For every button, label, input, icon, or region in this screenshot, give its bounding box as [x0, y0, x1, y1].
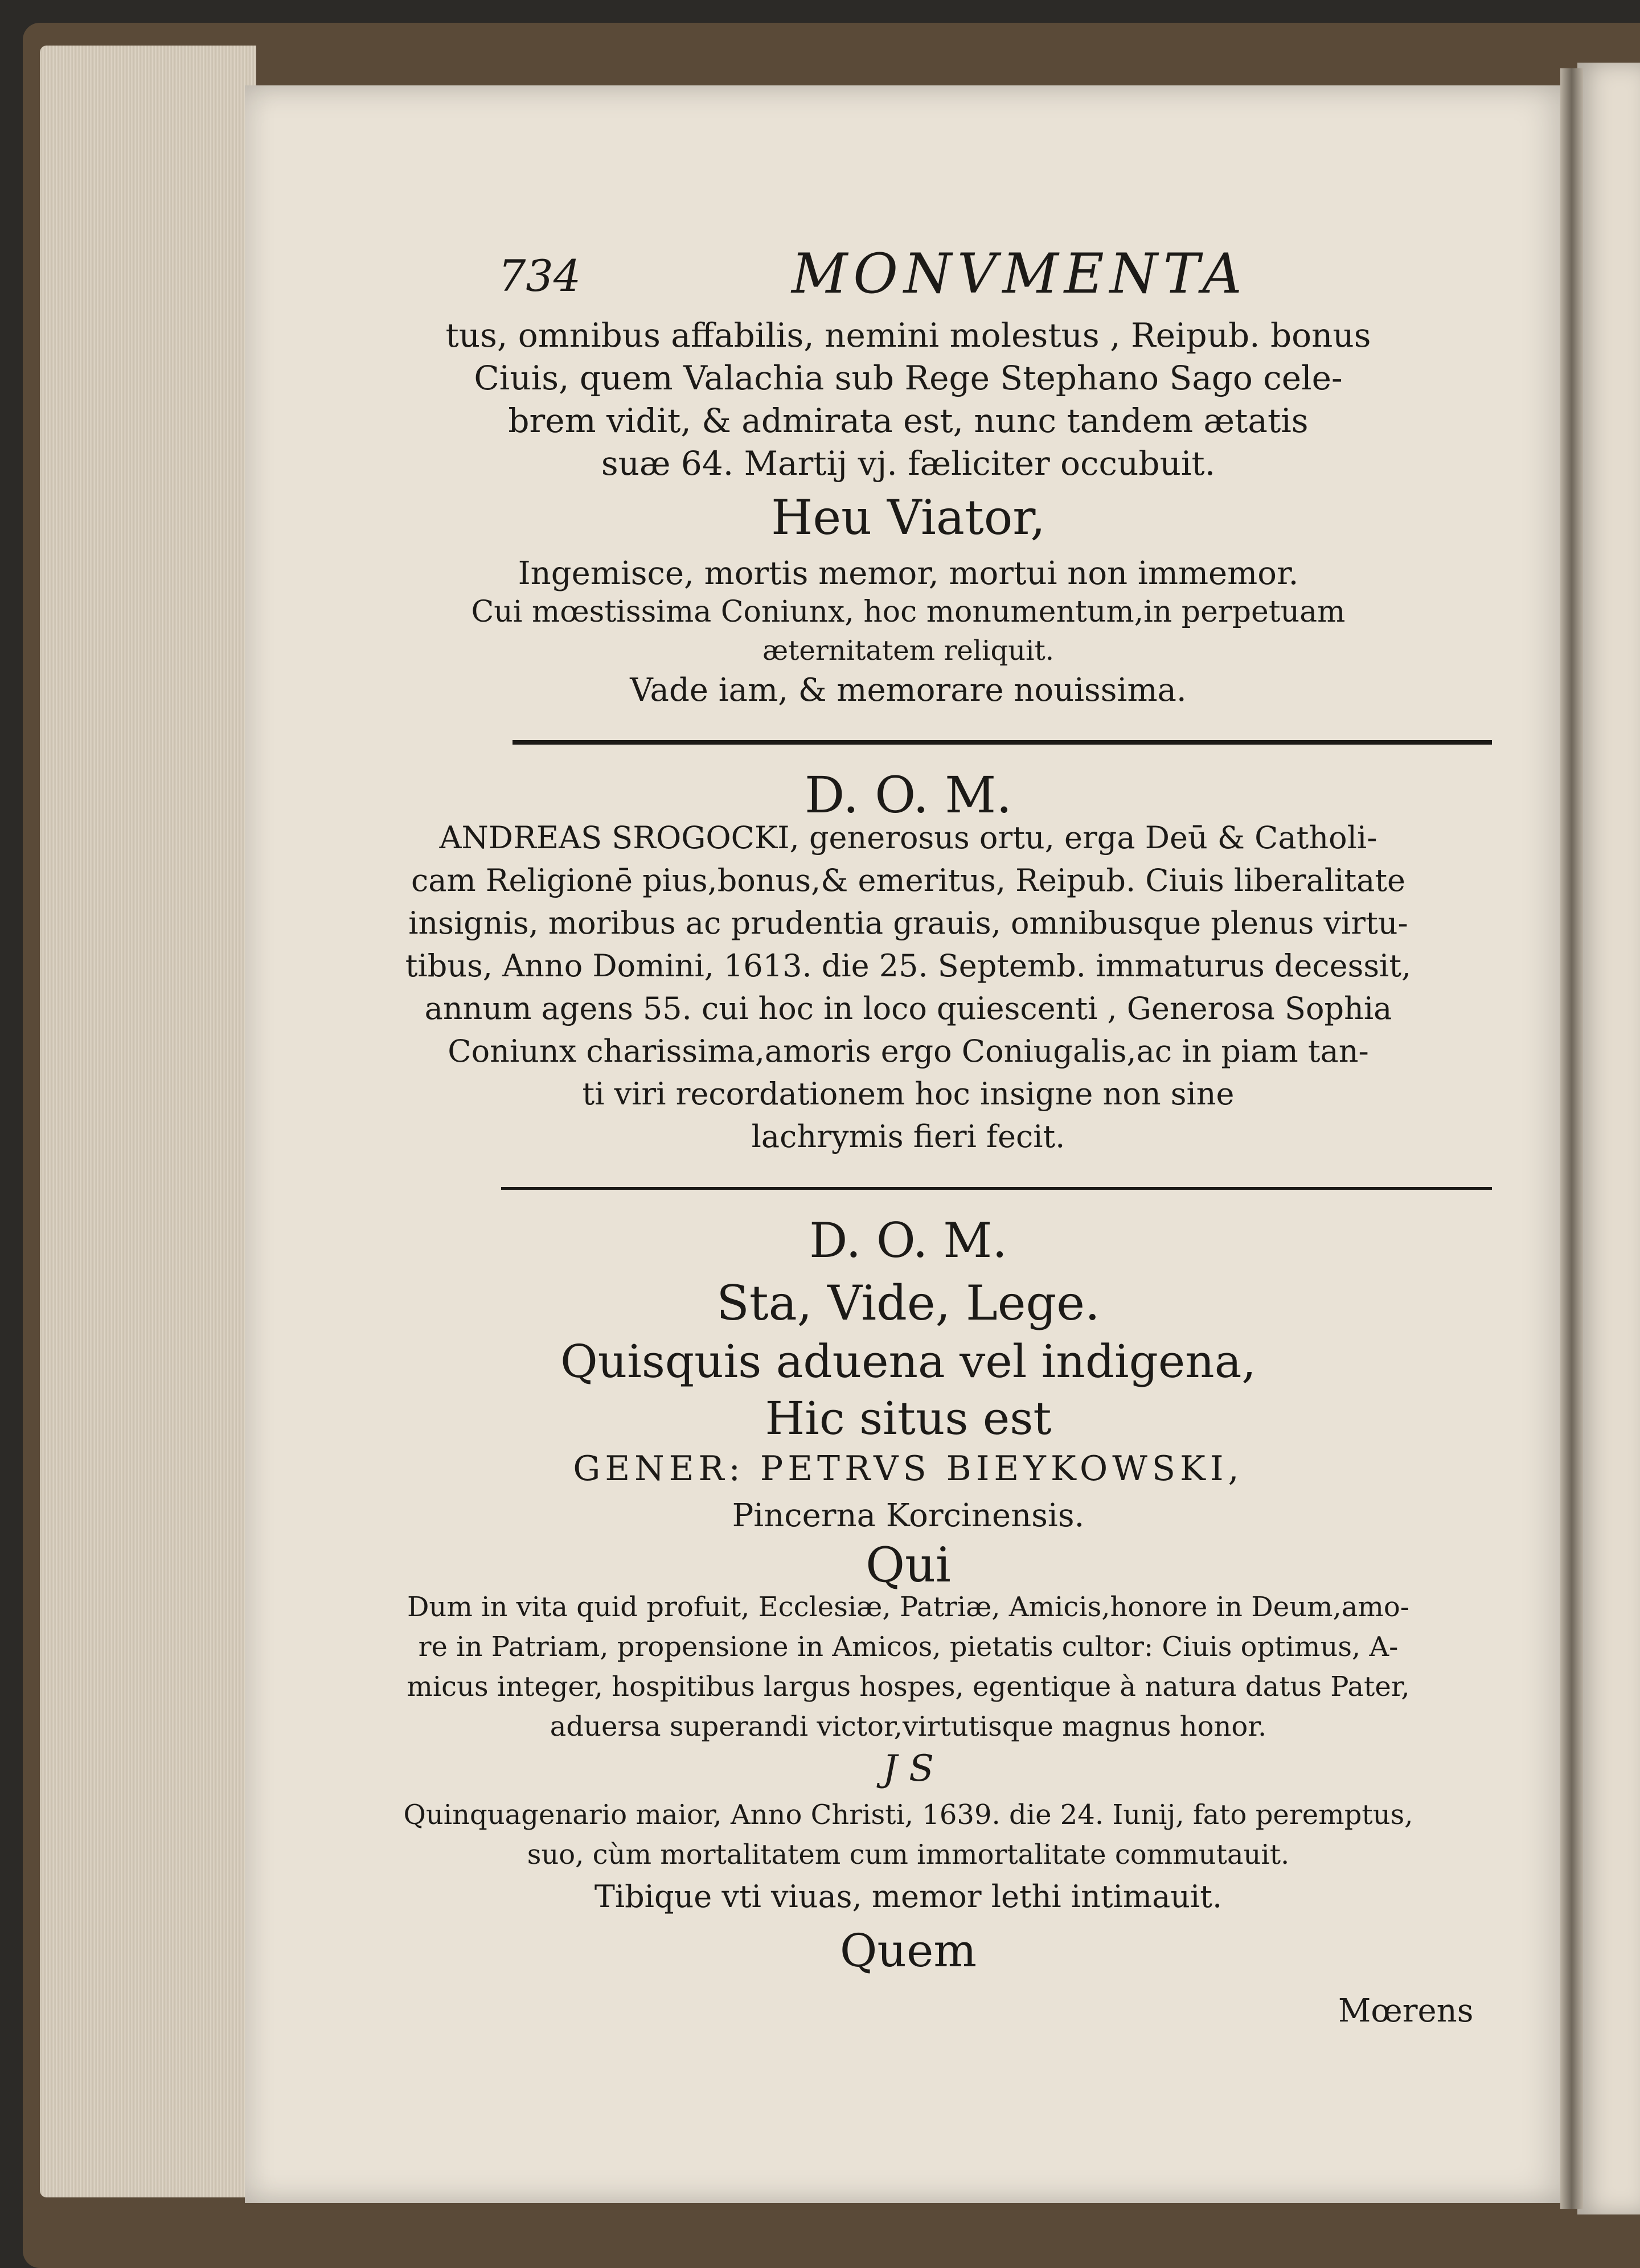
page-number: 734 [498, 250, 581, 301]
epitaph3-title: Pincerna Korcinensis. [732, 1497, 1085, 1534]
epitaph3-name: GENER: PETRVS BIEYKOWSKI, [573, 1449, 1244, 1489]
epitaph3-quem: Quem [839, 1924, 977, 1977]
epitaph2-line: cam Religionē pius,bonus,& emeritus, Reipub. Ciuis liberalitate [411, 862, 1405, 898]
epitaph3-initials: J S [883, 1748, 934, 1790]
running-title: MONVMENTA [792, 242, 1248, 306]
epitaph1-closing: Ingemisce, mortis memor, mortui non immemor. [518, 555, 1299, 592]
divider-rule [501, 1187, 1492, 1190]
epitaph1-line: tus, omnibus affabilis, nemini molestus , Reipub. bonus [445, 316, 1371, 355]
epitaph3-big-line: Sta, Vide, Lege. [716, 1275, 1100, 1331]
epitaph2-line: ti viri recordationem hoc insigne non sine [582, 1076, 1235, 1112]
epitaph2-line: insignis, moribus ac prudentia grauis, omnibusque plenus virtu- [408, 905, 1408, 941]
divider-rule [512, 740, 1492, 745]
epitaph3-line: re in Patriam, propensione in Amicos, pietatis cultor: Ciuis optimus, A- [418, 1631, 1399, 1663]
epitaph1-heading: Heu Viator, [771, 490, 1046, 545]
epitaph3-line: Tibique vti viuas, memor lethi intimauit. [594, 1879, 1223, 1914]
epitaph1-line: brem vidit, & admirata est, nunc tandem ætatis [508, 401, 1309, 440]
epitaph2-line: lachrymis fieri fecit. [751, 1119, 1065, 1154]
epitaph3-line: Quinquagenario maior, Anno Christi, 1639. die 24. Iunij, fato peremptus, [403, 1799, 1413, 1831]
epitaph1-line: suæ 64. Martij vj. fæliciter occubuit. [601, 444, 1216, 483]
epitaph3-line: Dum in vita quid profuit, Ecclesiæ, Patriæ, Amicis,honore in Deum,amo- [407, 1591, 1410, 1623]
page-edges [40, 46, 256, 2197]
epitaph3-big-line: Quisquis aduena vel indigena, [560, 1335, 1256, 1388]
epitaph2-line: annum agens 55. cui hoc in loco quiescenti , Generosa Sophia [424, 991, 1392, 1026]
epitaph3-big-line: Hic situs est [765, 1392, 1052, 1445]
epitaph3-qui: Qui [866, 1537, 951, 1593]
epitaph1-closing: Vade iam, & memorare nouissima. [630, 672, 1187, 709]
epitaph2-line: tibus, Anno Domini, 1613. die 25. Septemb. immaturus decessit, [405, 948, 1412, 984]
epitaph3-line: micus integer, hospitibus largus hospes, egentique à natura datus Pater, [407, 1671, 1410, 1703]
epitaph1-closing: æternitatem reliquit. [762, 635, 1054, 667]
epitaph1-closing: Cui mœstissima Coniunx, hoc monumentum,in perpetuam [471, 595, 1346, 629]
facing-page [1577, 63, 1640, 2214]
epitaph3-line: aduersa superandi victor,virtutisque magnus honor. [550, 1711, 1267, 1743]
epitaph2-line: ANDREAS SROGOCKI, generosus ortu, erga Deū & Catholi- [439, 820, 1377, 856]
epitaph3-line: suo, cùm mortalitatem cum immortalitate commutauit. [527, 1839, 1290, 1871]
epitaph2-heading: D. O. M. [804, 766, 1012, 824]
epitaph2-line: Coniunx charissima,amoris ergo Coniugalis,ac in piam tan- [448, 1033, 1369, 1069]
epitaph3-heading: D. O. M. [809, 1213, 1007, 1268]
catchword: Mœrens [1338, 1992, 1474, 2029]
epitaph1-line: Ciuis, quem Valachia sub Rege Stephano Sago cele- [474, 359, 1343, 397]
